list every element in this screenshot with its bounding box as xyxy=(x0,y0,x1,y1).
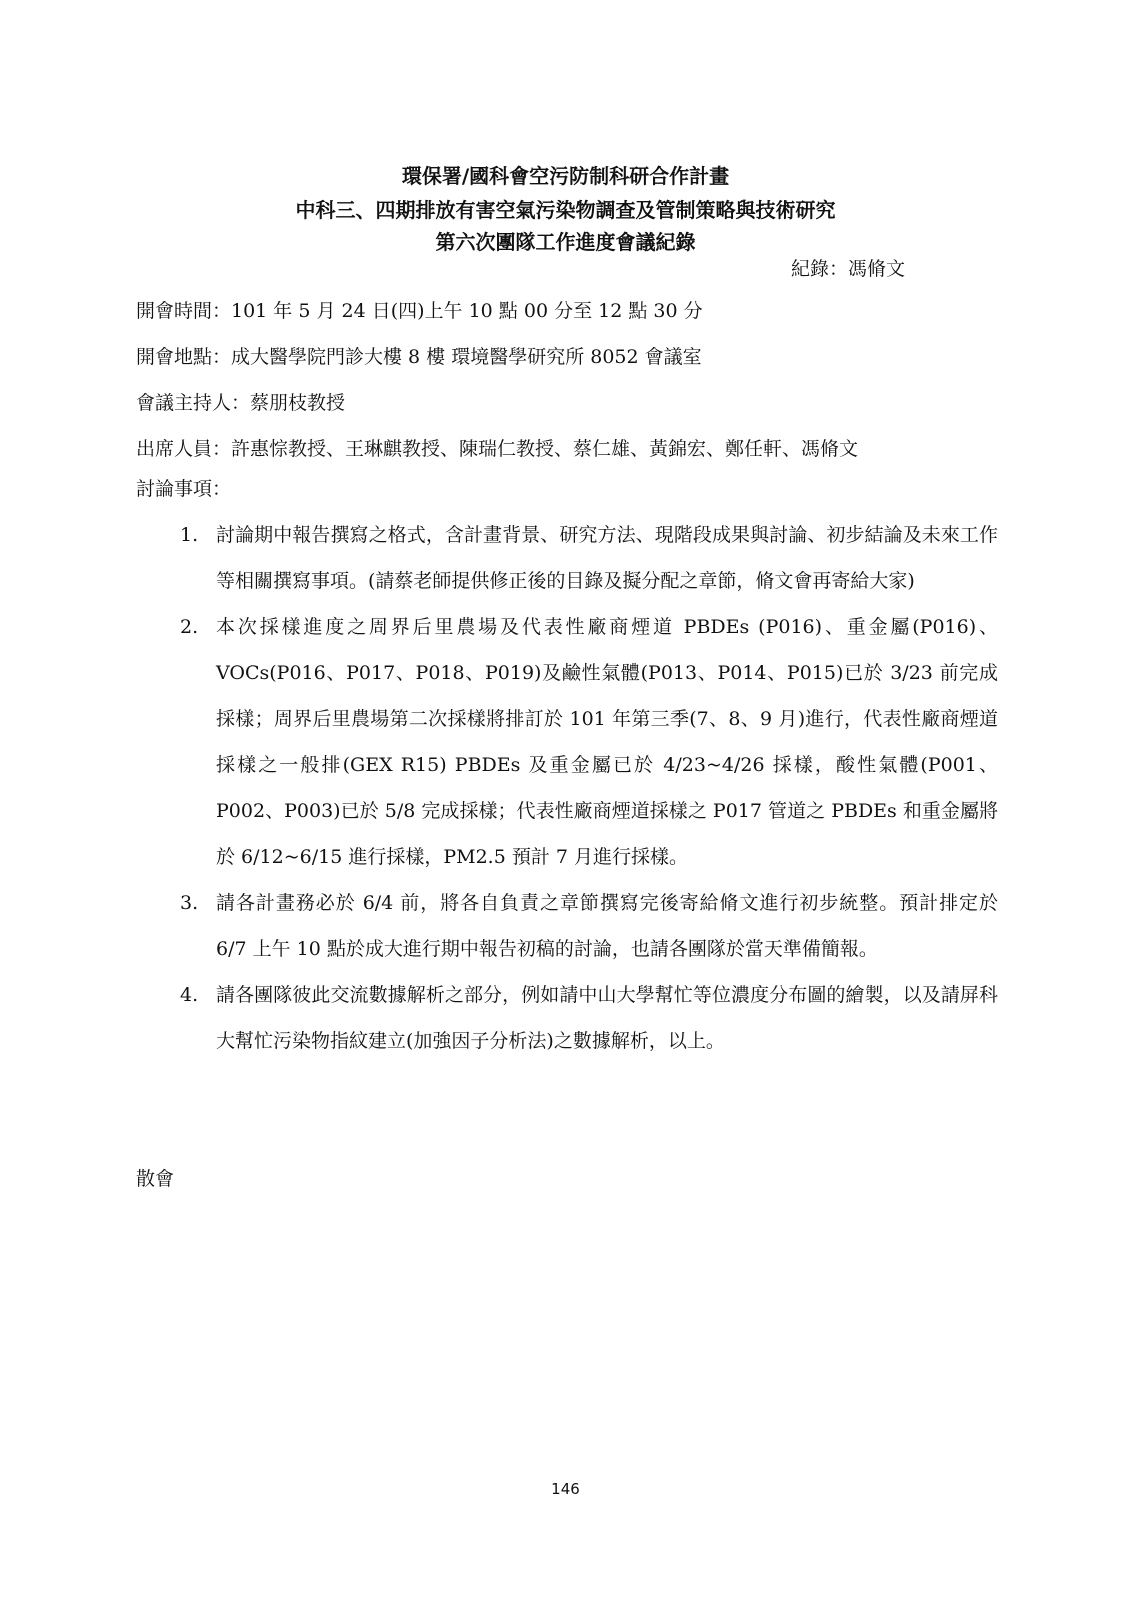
document-title-line1: 環保署/國科會空污防制科研合作計畫 xyxy=(401,164,730,188)
discussion-item xyxy=(136,512,998,604)
meeting-closing: 散會 xyxy=(136,1168,175,1190)
page-number: 146 xyxy=(551,1480,580,1498)
discussion-label: 討論事項： xyxy=(136,478,232,500)
meeting-location: 開會地點：成大醫學院門診大樓 8 樓 環境醫學研究所 8052 會議室 xyxy=(136,346,702,368)
recorder-note: 紀錄：馮脩文 xyxy=(790,258,905,280)
meeting-chair: 會議主持人：蔡朋枝教授 xyxy=(136,392,346,414)
discussion-items-list xyxy=(136,512,998,1064)
document-title-line2: 中科三、四期排放有害空氣污染物調查及管制策略與技術研究 xyxy=(295,198,836,222)
discussion-item xyxy=(136,880,998,972)
item-text: 請各團隊彼此交流數據解析之部分，例如請中山大學幫忙等位濃度分布圖的繪製，以及請屏科大幫忙污染物指紋建立(加強因子分析法)之數據解析，以上。 xyxy=(216,984,998,1052)
item-number: 1. xyxy=(180,524,199,546)
item-text: 本次採樣進度之周界后里農場及代表性廠商煙道 PBDEs (P016)、重金屬(P016)、VOCs(P016、P017、P018、P019)及鹼性氣體(P013、P014、P015)已於 3/23 前完成採樣；周界后里農場第二次採樣將排訂於 101 年第三季(7、8、9 月)進行，代表性廠商煙道採樣之一般排(GEX R15) PBDEs 及重金屬已於 4/23~4/26 採樣，酸性氣體(P001、P002、P003)已於 5/8 完成採樣；代表性廠商煙道採樣之 P017 管道之 PBDEs 和重金屬將於 6/12~6/15 進行採樣，PM2.5 預計 7 月進行採樣。 xyxy=(216,616,998,868)
item-number: 3. xyxy=(180,892,199,914)
meeting-attendees: 出席人員：許惠悰教授、王琳麒教授、陳瑞仁教授、蔡仁雄、黃錦宏、鄭任軒、馮脩文 xyxy=(136,438,859,460)
item-number: 4. xyxy=(180,984,199,1006)
item-text: 討論期中報告撰寫之格式，含計畫背景、研究方法、現階段成果與討論、初步結論及未來工作等相關撰寫事項。(請蔡老師提供修正後的目錄及擬分配之章節，脩文會再寄給大家) xyxy=(216,524,998,592)
discussion-item xyxy=(136,972,998,1064)
item-number: 2. xyxy=(180,616,199,638)
meeting-time: 開會時間：101 年 5 月 24 日(四)上午 10 點 00 分至 12 點 30 分 xyxy=(136,300,703,322)
document-title-line3: 第六次團隊工作進度會議紀錄 xyxy=(435,230,696,254)
discussion-item xyxy=(136,604,998,880)
item-text: 請各計畫務必於 6/4 前，將各自負責之章節撰寫完後寄給脩文進行初步統整。預計排定於 6/7 上午 10 點於成大進行期中報告初稿的討論，也請各團隊於當天準備簡報。 xyxy=(216,892,998,960)
